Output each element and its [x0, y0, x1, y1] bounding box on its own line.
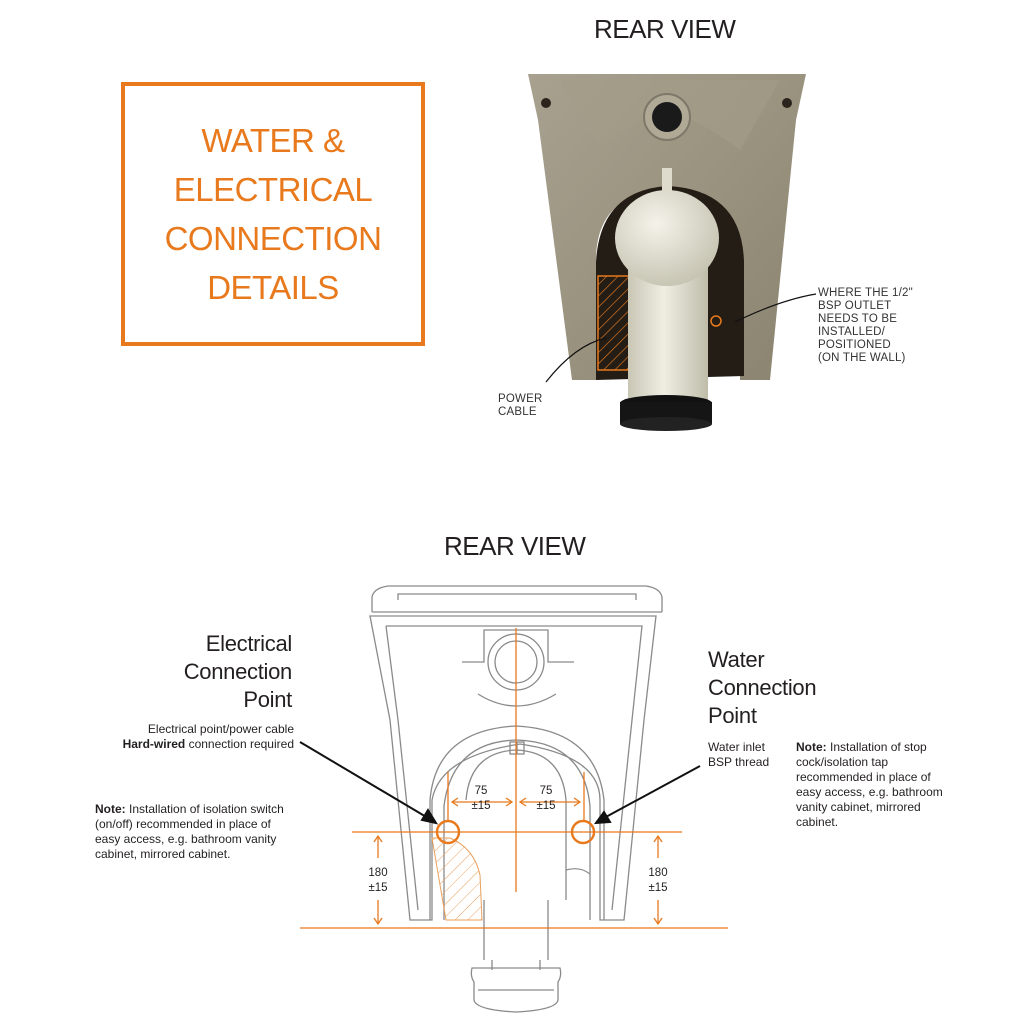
water-arrow-head	[596, 812, 610, 823]
drawing-cable-zone	[432, 838, 482, 920]
electrical-desc-line1: Electrical point/power cable	[147, 722, 294, 736]
water-description: Water inlet BSP thread	[708, 740, 770, 769]
outlet-label: WHERE THE 1/2" BSP OUTLET NEEDS TO BE INSTALLED/ POSITIONED (ON THE WALL)	[818, 287, 913, 364]
left-offset-dim: 75 ±15	[471, 785, 491, 812]
electrical-desc-line2	[110, 737, 294, 752]
section-title: WATER & ELECTRICAL CONNECTION DETAILS	[164, 122, 382, 306]
electrical-description	[110, 722, 294, 752]
right-height-dim: 180 ±15	[648, 867, 668, 894]
electrical-heading: Electrical Connection Point	[183, 631, 292, 712]
water-note-text: Installation of stop cock/isolation tap recommended in place of easy access, e.g. bathroom vanity cabinet, mirrored cabinet.	[796, 740, 943, 829]
electrical-note-label: Note:	[95, 802, 126, 816]
drawing-view-title: REAR VIEW	[444, 531, 586, 561]
right-offset-dim: 75 ±15	[536, 785, 556, 812]
water-note-label: Note:	[796, 740, 827, 754]
water-note	[796, 740, 956, 830]
electrical-arrow-head	[422, 810, 436, 823]
water-heading: Water Connection Point	[708, 647, 817, 728]
photo-view-title: REAR VIEW	[594, 14, 736, 44]
power-cable-label: POWER CABLE	[498, 393, 543, 418]
lid-outline	[372, 586, 662, 612]
electrical-note	[95, 802, 291, 862]
hard-wired-label: Hard-wired	[122, 737, 186, 751]
electrical-note-text: Installation of isolation switch (on/off) recommended in place of easy access, e.g. bathroom vanity cabinet, mirrored cabinet.	[95, 802, 284, 861]
electrical-desc-rest: connection required	[185, 737, 294, 751]
left-height-dim: 180 ±15	[368, 867, 388, 894]
body-outline	[370, 616, 656, 920]
